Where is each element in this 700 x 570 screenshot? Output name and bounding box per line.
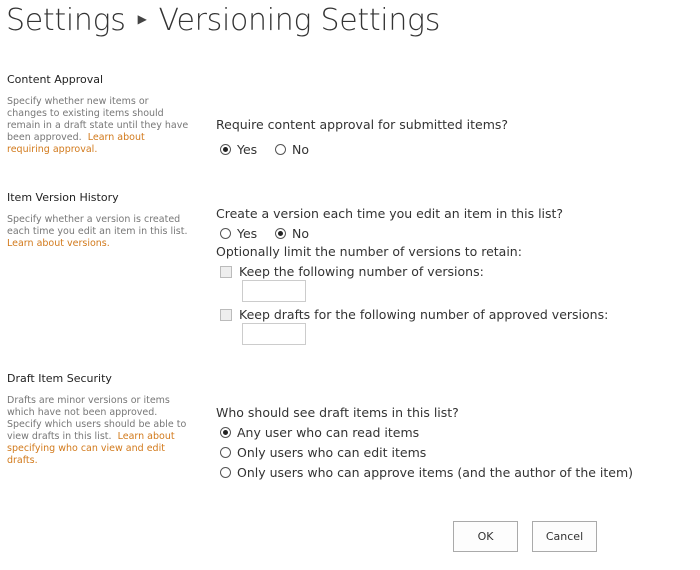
learn-about-approval-link[interactable]: Learn about requiring approval. <box>7 132 145 155</box>
draft-any-reader-option[interactable]: Any user who can read items <box>220 425 419 440</box>
draft-any-reader-radio[interactable] <box>220 427 231 438</box>
content-approval-yes-radio[interactable] <box>220 144 231 155</box>
draft-approvers-radio[interactable] <box>220 467 231 478</box>
content-approval-no-option[interactable]: No <box>275 142 309 157</box>
keep-versions-input[interactable] <box>242 280 306 302</box>
version-history-yes-radio[interactable] <box>220 228 231 239</box>
draft-editors-radio[interactable] <box>220 447 231 458</box>
learn-about-versions-link[interactable]: Learn about versions. <box>7 238 110 249</box>
draft-security-title: Draft Item Security <box>7 372 112 385</box>
version-history-no-option[interactable]: No <box>275 226 309 241</box>
content-approval-no-radio[interactable] <box>275 144 286 155</box>
version-history-question: Create a version each time you edit an item in this list? <box>216 206 564 221</box>
version-history-yes-option[interactable]: Yes <box>220 226 257 241</box>
breadcrumb-current: Versioning Settings <box>158 3 441 38</box>
breadcrumb-arrow-icon: ▶ <box>137 11 147 26</box>
page-title <box>6 3 440 38</box>
draft-editors-option[interactable]: Only users who can edit items <box>220 445 426 460</box>
content-approval-yes-option[interactable]: Yes <box>220 142 257 157</box>
keep-versions-option[interactable]: Keep the following number of versions: <box>220 264 484 279</box>
version-limit-label: Optionally limit the number of versions to retain: <box>216 244 522 259</box>
keep-versions-checkbox[interactable] <box>220 266 232 278</box>
keep-drafts-option[interactable]: Keep drafts for the following number of approved versions: <box>220 307 608 322</box>
breadcrumb-parent[interactable]: Settings <box>6 3 126 38</box>
keep-drafts-checkbox[interactable] <box>220 309 232 321</box>
cancel-button[interactable]: Cancel <box>532 521 597 552</box>
content-approval-description: Specify whether new items or changes to existing items should remain in a draft state until they have been approved. Learn about requiring approval. <box>7 96 189 155</box>
version-history-title: Item Version History <box>7 191 119 204</box>
keep-drafts-input[interactable] <box>242 323 306 345</box>
content-approval-question: Require content approval for submitted items? <box>216 117 509 132</box>
version-history-description: Specify whether a version is created each time you edit an item in this list. Learn about versions. <box>7 214 188 249</box>
version-history-no-radio[interactable] <box>275 228 286 239</box>
draft-security-description: Drafts are minor versions or items which have not been approved. Specify which users should be able to view drafts in this list. Learn about specifying who can view and edit drafts. <box>7 395 187 466</box>
draft-approvers-option[interactable]: Only users who can approve items (and the author of the item) <box>220 465 633 480</box>
ok-button[interactable]: OK <box>453 521 518 552</box>
content-approval-title: Content Approval <box>7 73 104 86</box>
draft-security-question: Who should see draft items in this list? <box>216 405 459 420</box>
learn-about-drafts-link[interactable]: Learn about specifying who can view and edit drafts. <box>7 431 175 466</box>
